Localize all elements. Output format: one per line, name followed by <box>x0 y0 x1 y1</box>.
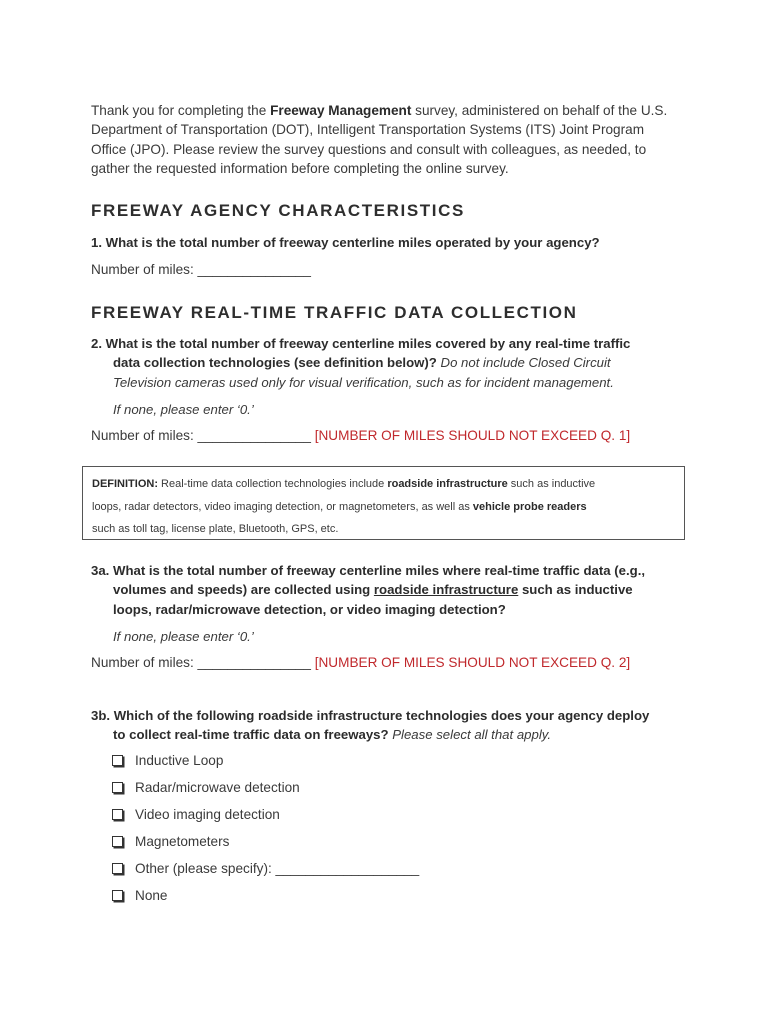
survey-name: Freeway Management <box>270 103 412 118</box>
q3b-text: to collect real-time traffic data on freeways? <box>113 727 389 743</box>
option-label: Inductive Loop <box>135 753 224 768</box>
q2-answer-field[interactable]: Number of miles: _______________ <box>91 428 311 443</box>
q3a-text: volumes and speeds) are collected using <box>113 582 374 598</box>
question-3b <box>91 706 649 745</box>
q1-answer-field[interactable]: Number of miles: _______________ <box>91 262 311 277</box>
q2-instruction: Do not include Closed Circuit <box>436 355 611 371</box>
definition-box <box>82 466 685 540</box>
q3a-text: 3a. What is the total number of freeway centerline miles where real-time traffic data (e.g., <box>91 563 646 578</box>
definition-text: such as toll tag, license plate, Bluetooth, GPS, etc. <box>92 523 339 535</box>
q2-instruction: Television cameras used only for visual verification, such as for incident management. <box>113 374 614 390</box>
checkbox-icon[interactable] <box>112 836 123 847</box>
definition-label: DEFINITION: <box>92 478 158 490</box>
q2-answer-row <box>91 428 630 443</box>
q3a-answer-row <box>91 655 630 670</box>
section-heading-agency: FREEWAY AGENCY CHARACTERISTICS <box>91 201 465 220</box>
q3a-text: loops, radar/microwave detection, or video imaging detection? <box>113 601 506 617</box>
definition-text: Real-time data collection technologies include <box>158 478 388 490</box>
option-none[interactable] <box>112 888 168 903</box>
option-radar[interactable] <box>112 780 300 795</box>
option-label: Video imaging detection <box>135 807 280 822</box>
intro-text: gather the requested information before completing the online survey. <box>91 160 509 176</box>
definition-text: such as inductive <box>507 478 596 490</box>
option-magnetometers[interactable] <box>112 834 229 849</box>
intro-text: survey, administered on behalf of the U.S. <box>411 103 668 118</box>
option-other[interactable] <box>112 861 419 876</box>
option-label: Magnetometers <box>135 834 230 849</box>
q2-text: data collection technologies (see definition below)? <box>113 355 437 371</box>
q3a-term: roadside infrastructure <box>373 582 519 598</box>
checkbox-icon[interactable] <box>112 863 123 874</box>
intro-paragraph <box>91 101 691 178</box>
q2-none-instruction: If none, please enter ‘0.’ <box>113 402 254 417</box>
definition-text: loops, radar detectors, video imaging detection, or magnetometers, as well as <box>92 500 473 513</box>
option-video-imaging[interactable] <box>112 807 280 822</box>
option-inductive-loop[interactable] <box>112 753 223 768</box>
definition-term: vehicle probe readers <box>472 500 587 513</box>
question-2 <box>91 334 630 392</box>
q3a-none-instruction: If none, please enter ‘0.’ <box>113 629 254 644</box>
intro-text: Department of Transportation (DOT), Intelligent Transportation Systems (ITS) Joint Program <box>91 122 645 138</box>
section-heading-realtime: FREEWAY REAL-TIME TRAFFIC DATA COLLECTION <box>91 303 578 322</box>
intro-text: Thank you for completing the <box>91 103 271 118</box>
question-3a <box>91 561 645 619</box>
question-1: 1. What is the total number of freeway centerline miles operated by your agency? <box>91 235 600 250</box>
checkbox-icon[interactable] <box>112 755 123 766</box>
option-label: Other (please specify): ___________________ <box>135 861 420 876</box>
q3a-answer-field[interactable]: Number of miles: _______________ <box>91 655 311 670</box>
checkbox-icon[interactable] <box>112 782 123 793</box>
intro-text: Office (JPO). Please review the survey questions and consult with colleagues, as needed, to <box>91 141 647 157</box>
q3b-instruction: Please select all that apply. <box>388 727 552 743</box>
option-label: Radar/microwave detection <box>135 780 300 795</box>
q3a-validation-note: [NUMBER OF MILES SHOULD NOT EXCEED Q. 2] <box>314 655 631 670</box>
definition-term: roadside infrastructure <box>387 478 508 490</box>
q3b-text: 3b. Which of the following roadside infrastructure technologies does your agency deploy <box>91 708 650 723</box>
q3a-text: such as inductive <box>518 582 633 598</box>
q2-validation-note: [NUMBER OF MILES SHOULD NOT EXCEED Q. 1] <box>314 428 631 443</box>
checkbox-icon[interactable] <box>112 890 123 901</box>
q2-text: 2. What is the total number of freeway centerline miles covered by any real-time traffic <box>91 336 631 351</box>
checkbox-icon[interactable] <box>112 809 123 820</box>
option-label: None <box>135 888 168 903</box>
